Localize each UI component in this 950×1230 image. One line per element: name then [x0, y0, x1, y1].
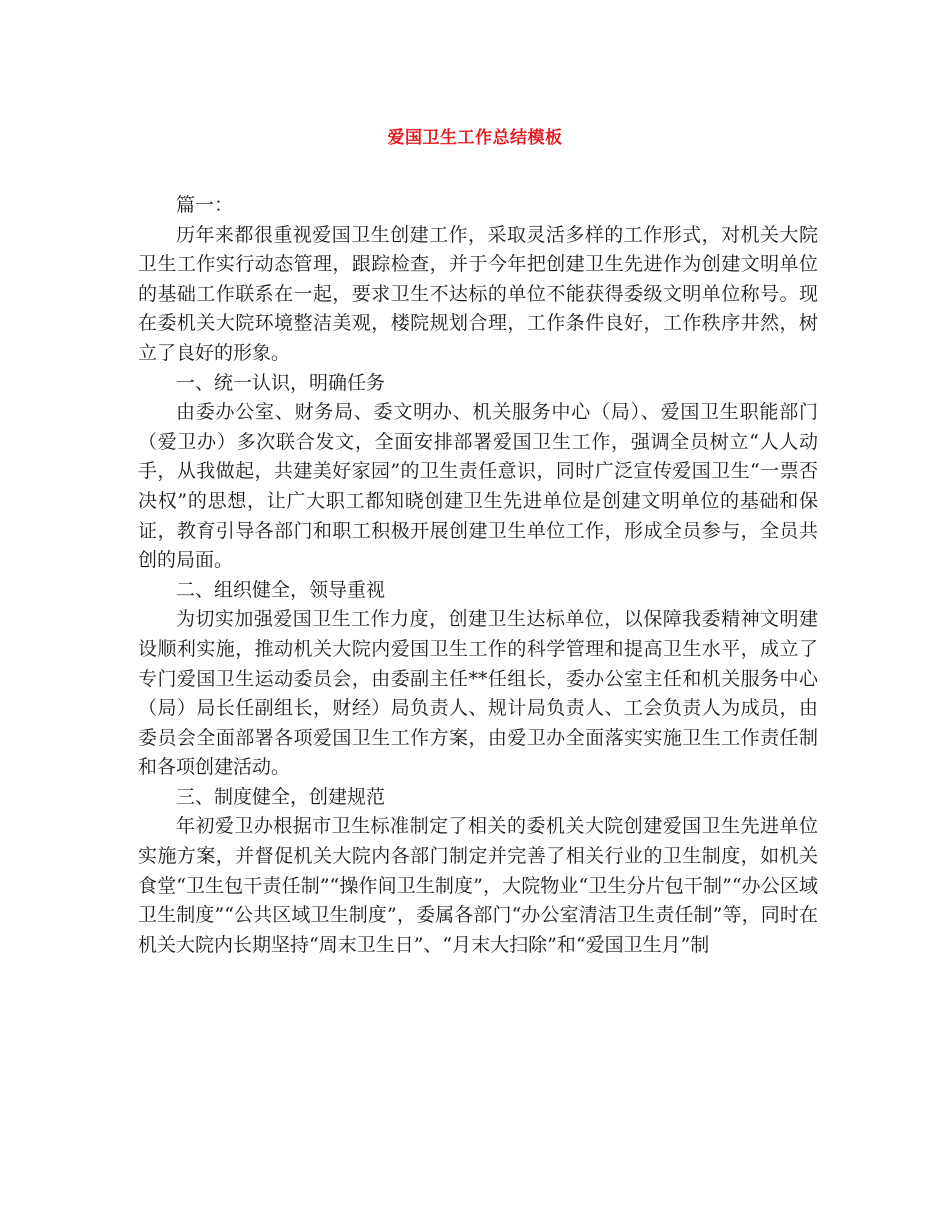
section-heading-3: 三、制度健全，创建规范	[176, 785, 386, 808]
section-heading-1: 一、统一认识，明确任务	[176, 371, 386, 394]
intro-paragraph: 历年来都很重视爱国卫生创建工作，采取灵活多样的工作形式，对机关大院卫生工作实行动态管理，跟踪检查，并于今年把创建卫生先进作为创建文明单位的基础工作联系在一起，要求卫生不达标的单位不能获得委级文明单位称号。现在委机关大院环境整洁美观，楼院规划合理，工作条件良好，工作秩序井然，树立了良好的形象。	[138, 223, 818, 364]
section-paragraph-1: 由委办公室、财务局、委文明办、机关服务中心（局）、爱国卫生职能部门（爱卫办）多次联合发文，全面安排部署爱国卫生工作，强调全员树立“人人动手，从我做起，共建美好家园”的卫生责任意识，同时广泛宣传爱国卫生“一票否决权”的思想，让广大职工都知晓创建卫生先进单位是创建文明单位的基础和保证，教育引导各部门和职工积极开展创建卫生单位工作，形成全员参与，全员共创的局面。	[138, 401, 818, 572]
document-title: 爱国卫生工作总结模板	[387, 128, 563, 148]
section-heading-2: 二、组织健全，领导重视	[176, 578, 386, 601]
document-body	[138, 191, 818, 960]
section-paragraph-2: 为切实加强爱国卫生工作力度，创建卫生达标单位，以保障我委精神文明建设顺利实施，推动机关大院内爱国卫生工作的科学管理和提高卫生水平，成立了专门爱国卫生运动委员会，由委副主任**任组长，委办公室主任和机关服务中心（局）局长任副组长，财经）局负责人、规计局负责人、工会负责人为成员，由委员会全面部署各项爱国卫生工作方案，由爱卫办全面落实实施卫生工作责任制和各项创建活动。	[138, 608, 818, 779]
section-label: 篇一：	[176, 194, 234, 216]
section-paragraph-3: 年初爱卫办根据市卫生标准制定了相关的委机关大院创建爱国卫生先进单位实施方案，并督促机关大院内各部门制定并完善了相关行业的卫生制度，如机关食堂“卫生包干责任制”“操作间卫生制度”，大院物业“卫生分片包干制”“办公区域卫生制度”“公共区域卫生制度”，委属各部门“办公室清洁卫生责任制”等，同时在机关大院内长期坚持“周末卫生日”、“月末大扫除”和“爱国卫生月”制	[138, 815, 818, 956]
